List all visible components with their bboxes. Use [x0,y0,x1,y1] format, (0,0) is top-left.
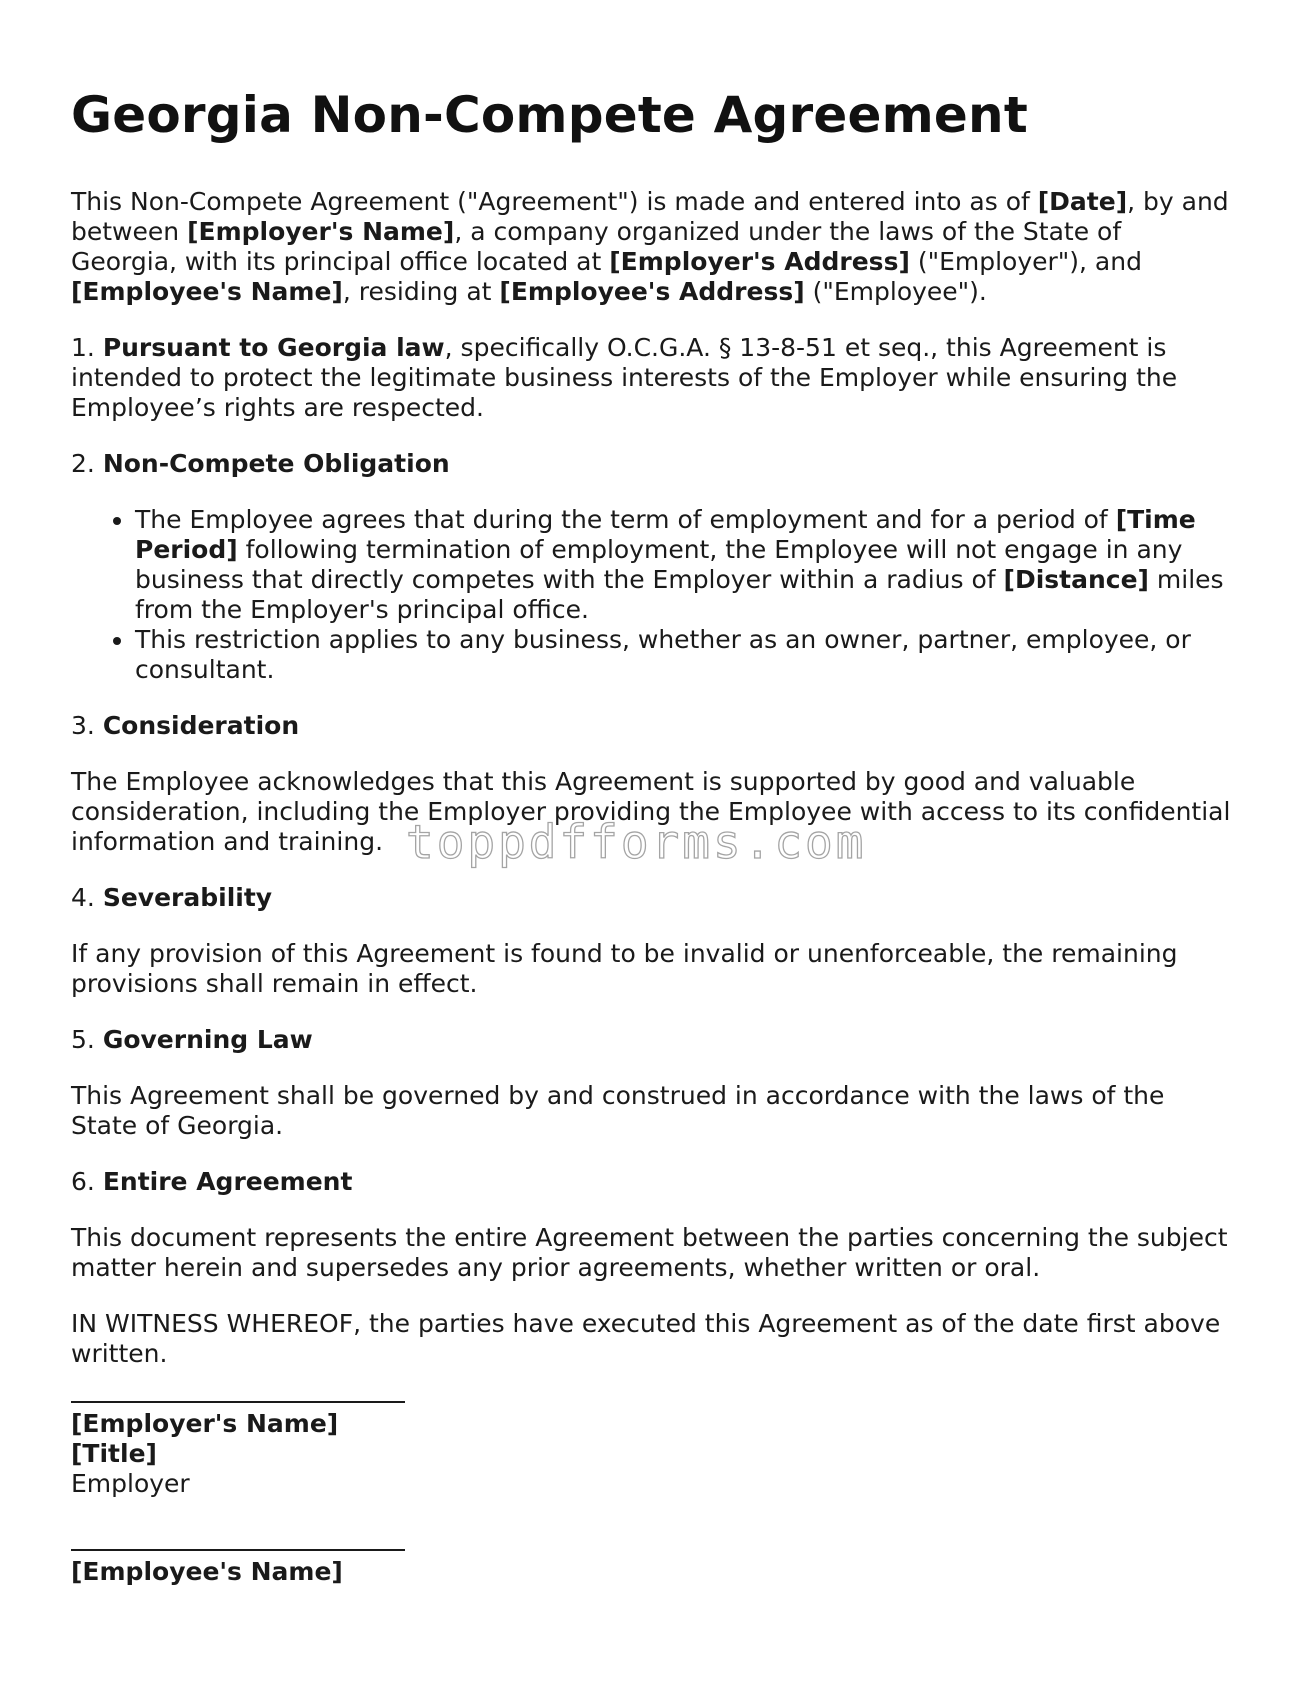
section-2-heading [71,449,1231,479]
intro-paragraph [71,187,1231,307]
section-4-heading [71,883,1231,913]
section-number: 4. [71,883,103,912]
title-placeholder: [Title] [71,1439,157,1468]
date-placeholder: [Date] [1037,187,1128,216]
section-number: 6. [71,1167,103,1196]
document-page [71,88,1231,1587]
section-heading: Non-Compete Obligation [102,449,450,478]
section-heading: Entire Agreement [102,1167,353,1196]
list-item-text: The Employee agrees that during the term of employment and for a period of [135,505,1116,534]
section-number: 3. [71,711,103,740]
section-heading: Severability [102,883,273,912]
signature-line [71,1401,405,1403]
intro-text: , a company organized under the laws of the State of Georgia, with its principal office located at [71,217,1122,276]
time-period-placeholder: [Time Period] [135,505,1196,564]
section-number: 1. [71,333,103,362]
employer-address-placeholder: [Employer's Address] [609,247,910,276]
signature-line [71,1549,405,1551]
signature-area [71,1401,1231,1587]
section-heading: Pursuant to Georgia law [102,333,445,362]
watermark: toppdfforms.com [406,815,867,869]
employee-address-placeholder: [Employee's Address] [499,277,805,306]
witness-clause: IN WITNESS WHEREOF, the parties have executed this Agreement as of the date first above written. [71,1309,1221,1368]
list-item [135,505,1231,625]
section-text: , specifically O.C.G.A. § 13-8-51 et seq., this Agreement is intended to protect the legitimate business interests of the Employer while ensuring the Employee’s rights are respected. [71,333,1178,422]
employer-role-label: Employer [71,1469,190,1498]
section-3-heading [71,711,1231,741]
distance-placeholder: [Distance] [1003,565,1149,594]
intro-text: ("Employer"), and [909,247,1142,276]
intro-text: ("Employee"). [804,277,987,306]
section-heading: Governing Law [102,1025,313,1054]
document-title: Georgia Non-Compete Agreement [71,86,1028,144]
employer-signature-block [71,1401,1231,1499]
employer-name-placeholder: [Employer's Name] [187,217,455,246]
section-heading: Consideration [102,711,300,740]
section-number: 5. [71,1025,103,1054]
employer-name-placeholder: [Employer's Name] [71,1409,339,1438]
obligation-list [71,505,1231,685]
section-1 [71,333,1231,423]
section-3-body: The Employee acknowledges that this Agreement is supported by good and valuable consideration, including the Employer providing the Employee with access to its confidential information and training. [71,767,1231,856]
intro-text: This Non-Compete Agreement ("Agreement") is made and entered into as of [71,187,1038,216]
section-6-heading [71,1167,1231,1197]
employee-name-placeholder: [Employee's Name] [71,1557,343,1586]
list-item: • This restriction applies to any business, whether as an owner, partner, employee, or consultant. [135,625,1231,685]
section-6-body: This document represents the entire Agreement between the parties concerning the subject matter herein and supersedes any prior agreements, whether written or oral. [71,1223,1228,1282]
employee-name-placeholder: [Employee's Name] [71,277,343,306]
list-item-text: following termination of employment, the Employee will not engage in any business that directly competes with the Employer within a radius of [135,535,1183,594]
employee-signature-block [71,1549,1231,1587]
intro-text: , by and between [71,187,1229,246]
section-4-body: If any provision of this Agreement is found to be invalid or unenforceable, the remaining provisions shall remain in effect. [71,939,1178,998]
intro-text: , residing at [342,277,500,306]
section-5-heading [71,1025,1231,1055]
section-number: 2. [71,449,103,478]
section-5-body: This Agreement shall be governed by and construed in accordance with the laws of the State of Georgia. [71,1081,1165,1140]
list-item-text: miles from the Employer's principal office. [135,565,1224,624]
